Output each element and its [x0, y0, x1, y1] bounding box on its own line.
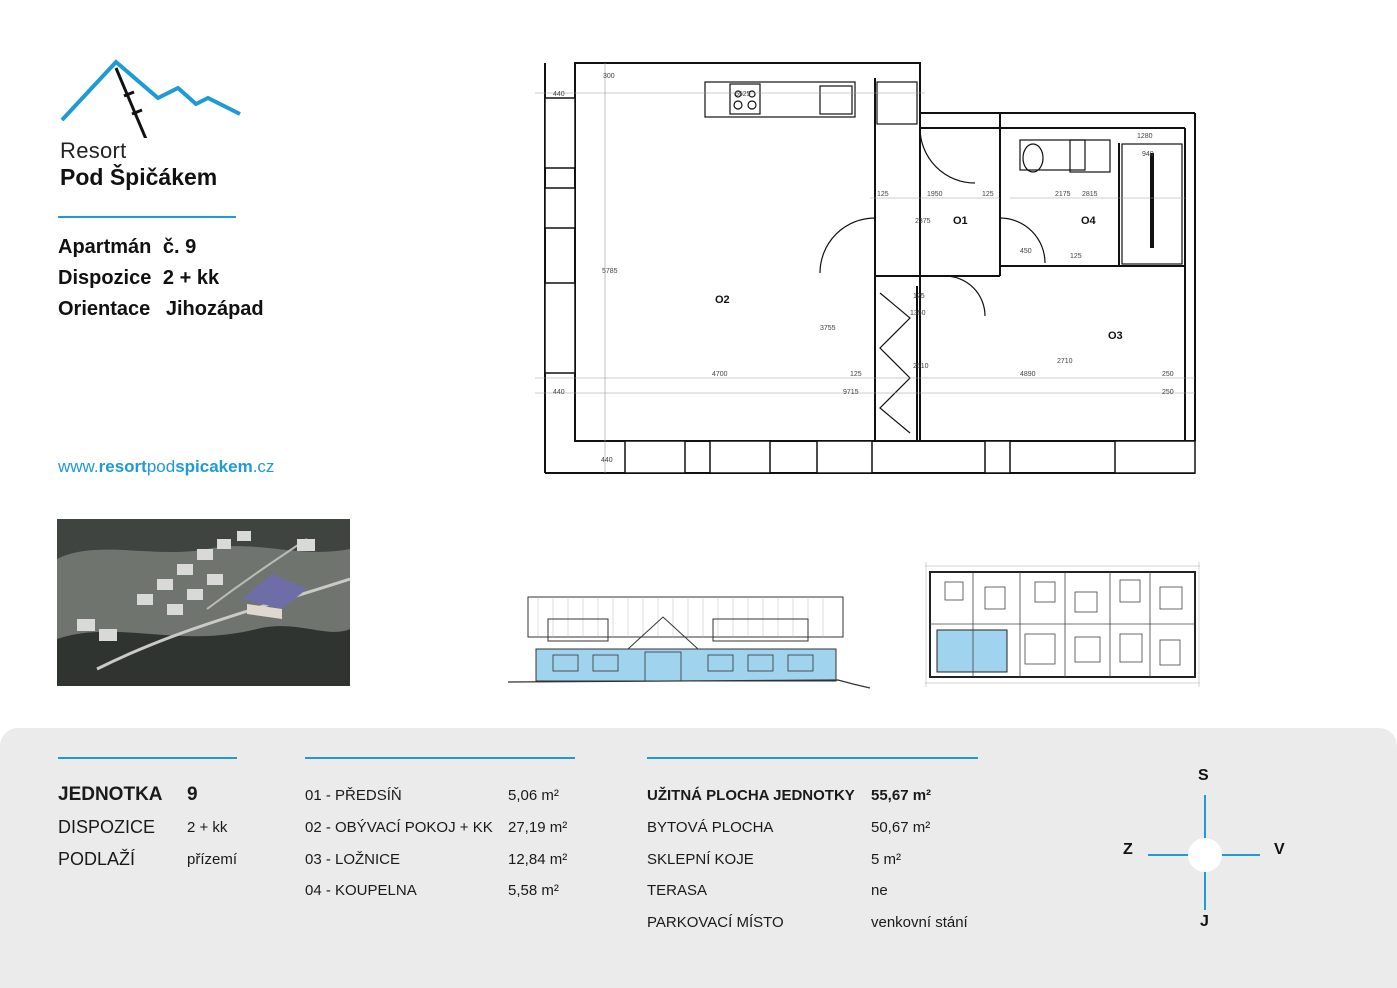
unit-floor-value: přízemí	[187, 851, 238, 868]
dim-label: 125	[1070, 253, 1082, 260]
floor-plan	[525, 58, 1205, 478]
summary-value: 5 m²	[871, 851, 901, 868]
apartment-row	[58, 236, 264, 267]
dim-label: 250	[1162, 371, 1174, 378]
room-area: 27,19 m²	[508, 819, 568, 836]
dim-label: 3755	[820, 325, 836, 332]
dim-label: 940	[1142, 151, 1154, 158]
room-name: 02 - OBÝVACÍ POKOJ + KK	[305, 819, 493, 836]
building-key-plan	[925, 562, 1200, 687]
dim-label: 4890	[1020, 371, 1036, 378]
dim-label: 125	[850, 371, 862, 378]
room-label-o4: O4	[1081, 215, 1096, 227]
compass-south: J	[1200, 913, 1209, 930]
dim-label: 125	[877, 191, 889, 198]
room-name: 01 - PŘEDSÍŇ	[305, 787, 402, 804]
compass-north: S	[1198, 767, 1209, 784]
dim-label: 2710	[1057, 358, 1073, 365]
compass-west: Z	[1123, 841, 1133, 858]
logo-name-text: Pod Špičákem	[60, 164, 218, 190]
unit-disposition-label: DISPOZICE	[58, 817, 156, 837]
disposition-value: 2 + kk	[162, 267, 220, 289]
summary-value: 55,67 m²	[871, 787, 932, 804]
orientation-row	[58, 298, 264, 329]
dim-label: 2375	[915, 218, 931, 225]
compass-east: V	[1274, 841, 1285, 858]
website-link[interactable]: www.resortpodspicakem.cz	[58, 457, 275, 476]
summary-label: BYTOVÁ PLOCHA	[647, 819, 774, 836]
apartment-label: Apartmán	[58, 236, 152, 258]
unit-floor-label: PODLAŽÍ	[58, 849, 136, 869]
summary-label: TERASA	[647, 882, 708, 899]
dim-label: 250	[1162, 389, 1174, 396]
room-area: 5,06 m²	[508, 787, 559, 804]
panel-rule-1	[58, 757, 237, 759]
dim-label: 1350	[910, 310, 926, 317]
room-name: 03 - LOŽNICE	[305, 851, 401, 868]
summary-value: venkovní stání	[871, 914, 968, 931]
panel-rule-2	[305, 757, 575, 759]
dim-label: 2510	[913, 363, 929, 370]
dim-label: 125	[982, 191, 994, 198]
summary-label: UŽITNÁ PLOCHA JEDNOTKY	[647, 787, 855, 804]
disposition-label: Dispozice	[58, 267, 152, 289]
dim-label: 5785	[602, 268, 618, 275]
facade-elevation	[508, 592, 878, 692]
summary-label: SKLEPNÍ KOJE	[647, 851, 754, 868]
dim-label: 1280	[1137, 133, 1153, 140]
compass-icon	[1120, 765, 1295, 935]
compass	[1120, 765, 1295, 935]
room-area: 12,84 m²	[508, 851, 568, 868]
dim-label: 300	[603, 73, 615, 80]
dim-label: 1950	[927, 191, 943, 198]
dim-label: 2815	[1082, 191, 1098, 198]
header-rule	[58, 216, 236, 218]
room-name: 04 - KOUPELNA	[305, 882, 417, 899]
logo	[58, 58, 248, 198]
apartment-value: č. 9	[162, 236, 197, 258]
unit-label: JEDNOTKA	[58, 784, 163, 805]
room-area: 5,58 m²	[508, 882, 559, 899]
summary-value: 50,67 m²	[871, 819, 931, 836]
room-label-o2: O2	[715, 294, 730, 306]
dim-label: 440	[601, 457, 613, 464]
dim-label: 4700	[712, 371, 728, 378]
disposition-row	[58, 267, 264, 298]
dim-label: 450	[1020, 248, 1032, 255]
dim-label: 6525	[735, 91, 751, 98]
room-label-o1: O1	[953, 215, 968, 227]
dim-label: 440	[553, 91, 565, 98]
logo-resort-text: Resort	[60, 138, 127, 163]
apartment-info	[58, 236, 264, 329]
aerial-photo	[57, 519, 350, 686]
dim-label: 440	[553, 389, 565, 396]
summary-value: ne	[871, 882, 888, 899]
mountain-logo-icon	[58, 58, 248, 138]
unit-disposition-value: 2 + kk	[187, 819, 228, 836]
room-label-o3: O3	[1108, 330, 1123, 342]
orientation-value: Jihozápad	[165, 298, 264, 320]
dim-label: 125	[913, 293, 925, 300]
panel-rule-3	[647, 757, 978, 759]
summary-label: PARKOVACÍ MÍSTO	[647, 914, 784, 931]
dim-label: 9715	[843, 389, 859, 396]
unit-number: 9	[187, 784, 198, 805]
dim-label: 2175	[1055, 191, 1071, 198]
orientation-label: Orientace	[58, 298, 151, 320]
